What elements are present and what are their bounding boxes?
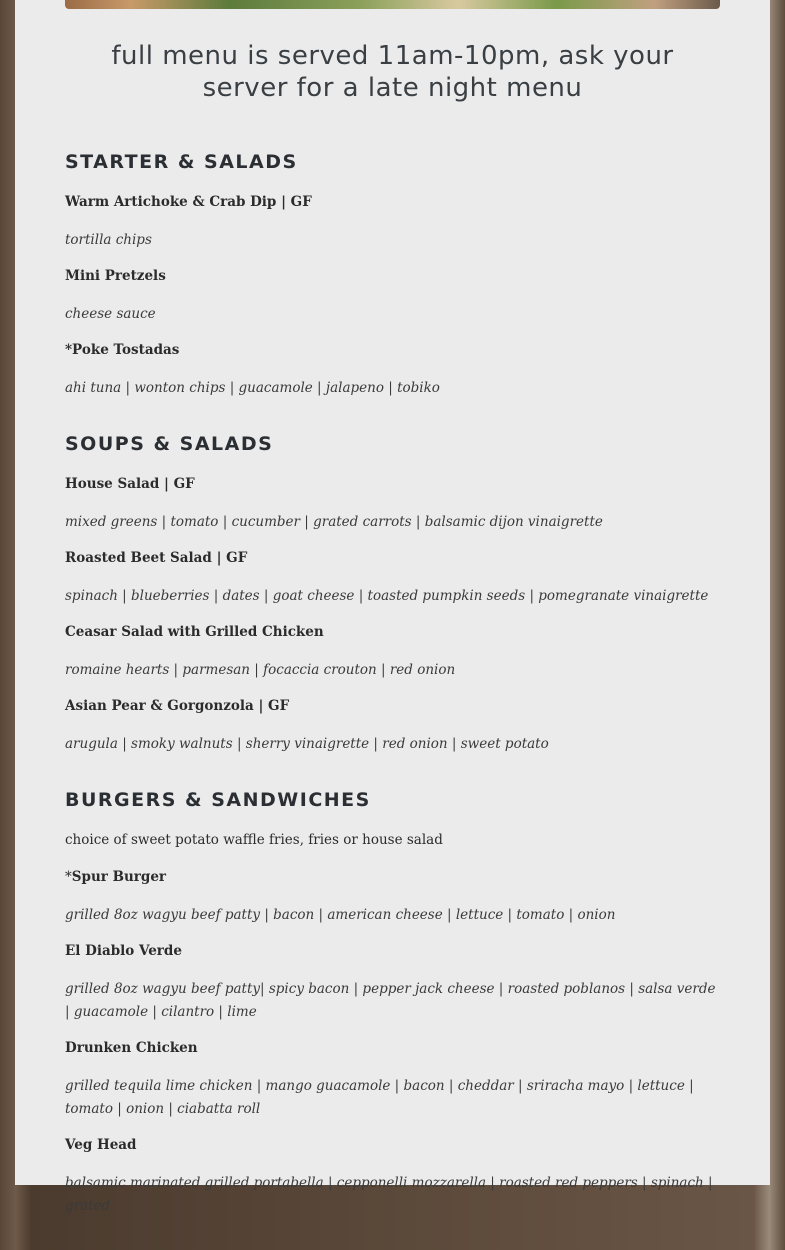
menu-item-name: Roasted Beet Salad | GF bbox=[65, 550, 248, 566]
raw-item-marker: * bbox=[65, 869, 72, 885]
menu-item-name: Ceasar Salad with Grilled Chicken bbox=[65, 624, 324, 640]
menu-item-description: tortilla chips bbox=[65, 232, 152, 248]
menu-item-name bbox=[65, 867, 720, 887]
section-intro: choice of sweet potato waffle fries, fries or house salad bbox=[65, 832, 443, 848]
menu-item-description: arugula | smoky walnuts | sherry vinaigrette | red onion | sweet potato bbox=[65, 736, 549, 752]
service-hours-note: full menu is served 11am-10pm, ask your server for a late night menu bbox=[111, 41, 674, 103]
menu-item-description: balsamic marinated grilled portabella | cepponelli mozzarella | roasted red peppers | spinach | grated bbox=[65, 1175, 713, 1214]
menu-item-name: Asian Pear & Gorgonzola | GF bbox=[65, 698, 290, 714]
menu-item-description: romaine hearts | parmesan | focaccia crouton | red onion bbox=[65, 662, 456, 678]
menu-item-description: spinach | blueberries | dates | goat cheese | toasted pumpkin seeds | pomegranate vinaigrette bbox=[65, 588, 709, 604]
menu-item-description: grilled 8oz wagyu beef patty | bacon | american cheese | lettuce | tomato | onion bbox=[65, 907, 616, 923]
menu-item-name: *Poke Tostadas bbox=[65, 342, 180, 358]
menu-item-name: Warm Artichoke & Crab Dip | GF bbox=[65, 194, 312, 210]
section-title: STARTER & SALADS bbox=[65, 151, 298, 173]
section-burgers-sandwiches bbox=[65, 788, 720, 1218]
menu-item-name: House Salad | GF bbox=[65, 476, 195, 492]
menu-panel bbox=[15, 0, 770, 1214]
section-title: SOUPS & SALADS bbox=[65, 433, 274, 455]
section-title: BURGERS & SANDWICHES bbox=[65, 789, 371, 811]
menu-item-description: grilled 8oz wagyu beef patty| spicy bacon | pepper jack cheese | roasted poblanos | salsa verde | guacamole | cilantro | lime bbox=[65, 981, 716, 1020]
menu-item-description: mixed greens | tomato | cucumber | grated carrots | balsamic dijon vinaigrette bbox=[65, 514, 603, 530]
section-soups-salads bbox=[65, 432, 720, 756]
menu-item-name: Mini Pretzels bbox=[65, 268, 166, 284]
menu-item-name-text: Spur Burger bbox=[71, 869, 167, 885]
menu-item-description: cheese sauce bbox=[65, 306, 156, 322]
menu-item-description: ahi tuna | wonton chips | guacamole | jalapeno | tobiko bbox=[65, 380, 440, 396]
hero-image bbox=[65, 0, 720, 9]
menu-item-name: Drunken Chicken bbox=[65, 1040, 198, 1056]
menu-item-name: Veg Head bbox=[65, 1137, 137, 1153]
menu-item-description: grilled tequila lime chicken | mango guacamole | bacon | cheddar | sriracha mayo | lettuce | tomato | onion | ciabatta roll bbox=[65, 1078, 694, 1117]
menu-content bbox=[65, 40, 720, 1250]
menu-item-name: El Diablo Verde bbox=[65, 943, 182, 959]
section-starters bbox=[65, 150, 720, 400]
